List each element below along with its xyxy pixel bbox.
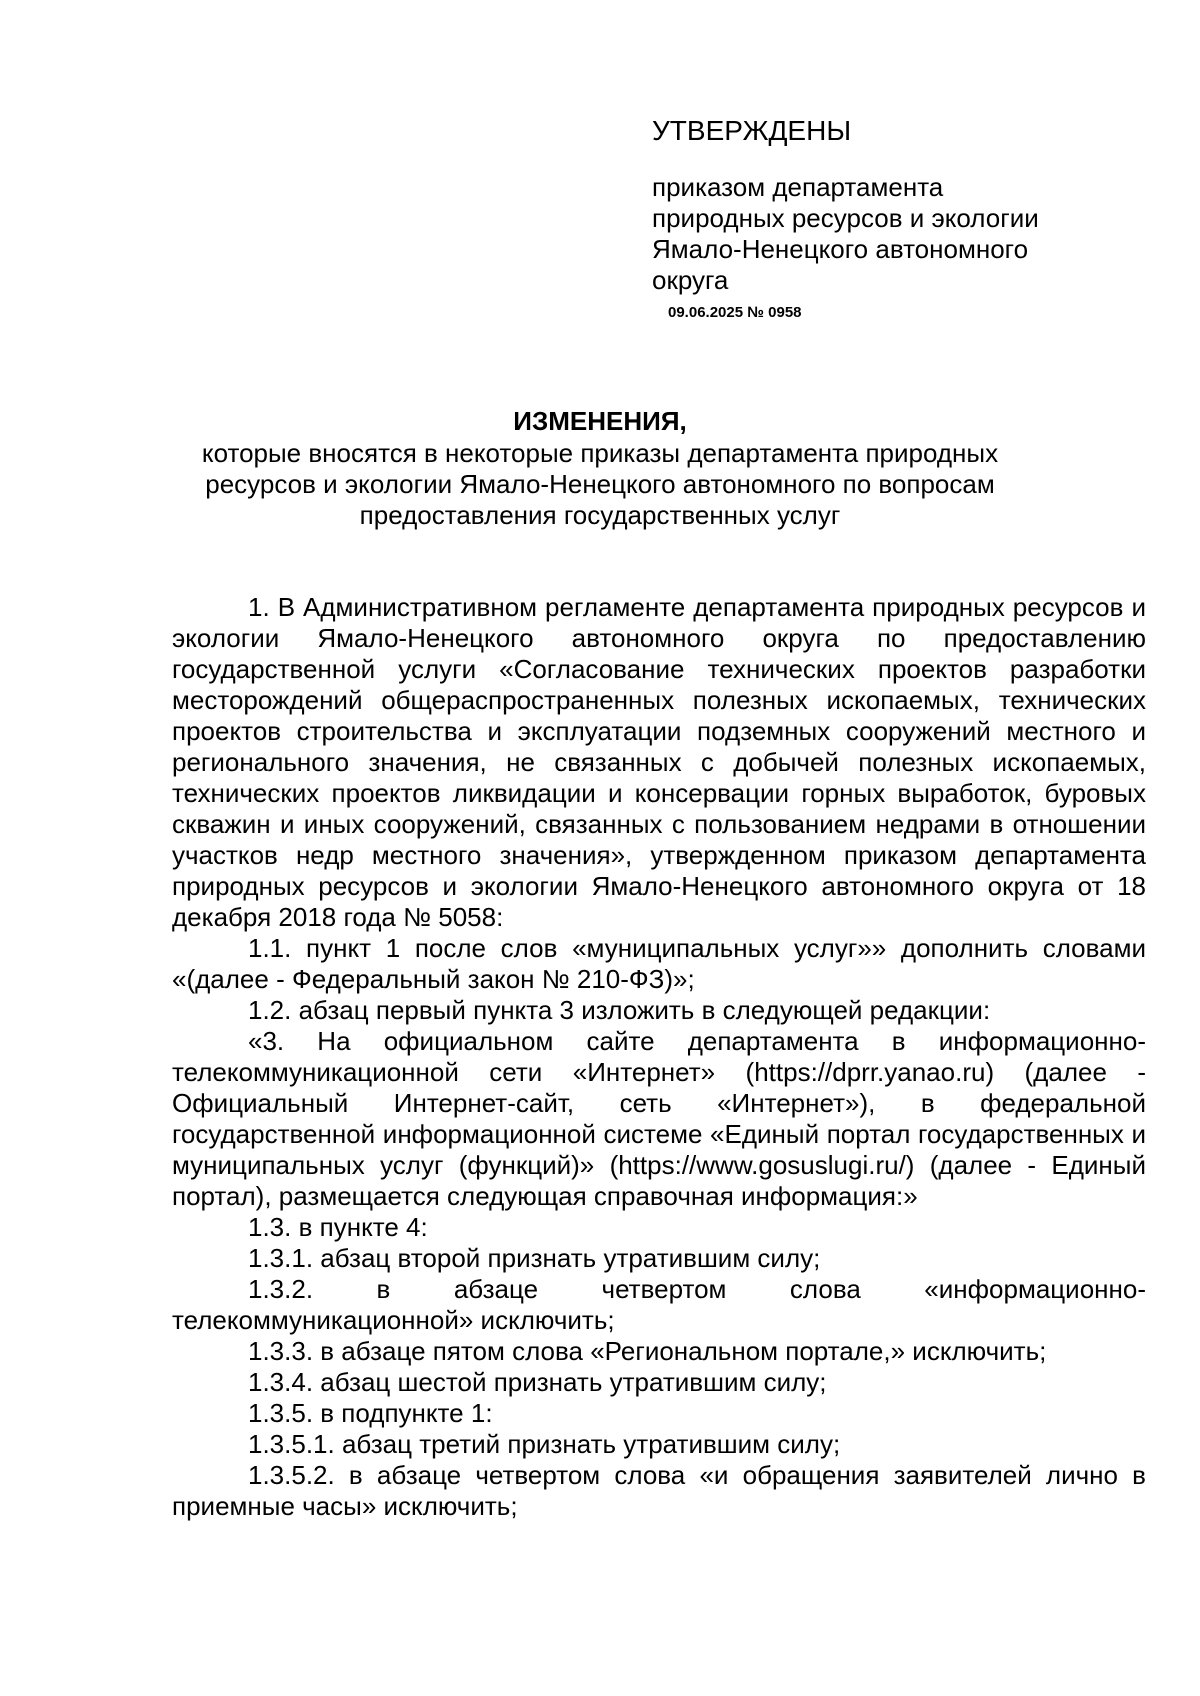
paragraph-1-3: 1.3. в пункте 4: <box>248 1212 428 1242</box>
paragraph-1-1: 1.1. пункт 1 после слов «муниципальных услуг»» дополнить словами «(далее - Федеральный закон № 210-ФЗ)»; <box>172 933 1146 994</box>
document-header <box>0 404 1200 531</box>
paragraph-1: 1. В Административном регламенте департамента природных ресурсов и экологии Ямало-Ненецкого автономного округа по предоставлению государственной услуги «Согласование технических проектов разработки месторождений общераспространенных полезных ископаемых, технических проектов строительства и эксплуатации подземных сооружений местного и регионального значения, не связанных с добычей полезных ископаемых, технических проектов ликвидации и консервации горных выработок, буровых скважин и иных сооружений, связанных с пользованием недрами в отношении участков недр местного значения», утвержденном приказом департамента природных ресурсов и экологии Ямало-Ненецкого автономного округа от 18 декабря 2018 года № 5058: <box>172 592 1146 932</box>
order-line: Ямало-Ненецкого автономного <box>652 234 1029 264</box>
order-number: 09.06.2025 № 0958 <box>668 304 802 321</box>
paragraph-1-3-1: 1.3.1. абзац второй признать утратившим силу; <box>248 1243 821 1273</box>
paragraph-1-3-2: 1.3.2. в абзаце четвертом слова «информационно-телекоммуникационной» исключить; <box>172 1274 1146 1335</box>
paragraph-1-3-5: 1.3.5. в подпункте 1: <box>248 1398 493 1428</box>
document-title: ИЗМЕНЕНИЯ, <box>513 406 687 436</box>
paragraph-1-3-3: 1.3.3. в абзаце пятом слова «Региональном портале,» исключить; <box>248 1336 1047 1366</box>
paragraph-1-3-4: 1.3.4. абзац шестой признать утратившим силу; <box>248 1367 827 1397</box>
approval-stamp <box>652 114 1092 321</box>
order-line: приказом департамента <box>652 172 944 202</box>
paragraph-1-3-5-1: 1.3.5.1. абзац третий признать утратившим силу; <box>248 1429 841 1459</box>
paragraph-3-quote: «3. На официальном сайте департамента в информационно-телекоммуникационной сети «Интернет» (https://dprr.yanao.ru) (далее - Официальный Интернет-сайт, сеть «Интернет»), в федеральной государственной информационной системе «Единый портал государственных и муниципальных услуг (функций)» (https://www.gosuslugi.ru/) (далее - Единый портал), размещается следующая справочная информация:» <box>172 1026 1146 1211</box>
document-body <box>172 592 1146 1522</box>
paragraph-1-2: 1.2. абзац первый пункта 3 изложить в следующей редакции: <box>248 995 991 1025</box>
document-subtitle-line: которые вносятся в некоторые приказы департамента природных <box>201 438 999 468</box>
approved-label: УТВЕРЖДЕНЫ <box>652 115 852 146</box>
order-line: природных ресурсов и экологии <box>652 203 1039 233</box>
document-subtitle-line: ресурсов и экологии Ямало-Ненецкого автономного по вопросам <box>205 469 995 499</box>
order-line: округа <box>652 265 729 295</box>
paragraph-1-3-5-2: 1.3.5.2. в абзаце четвертом слова «и обращения заявителей лично в приемные часы» исключить; <box>172 1460 1146 1521</box>
document-subtitle-line: предоставления государственных услуг <box>359 500 841 530</box>
